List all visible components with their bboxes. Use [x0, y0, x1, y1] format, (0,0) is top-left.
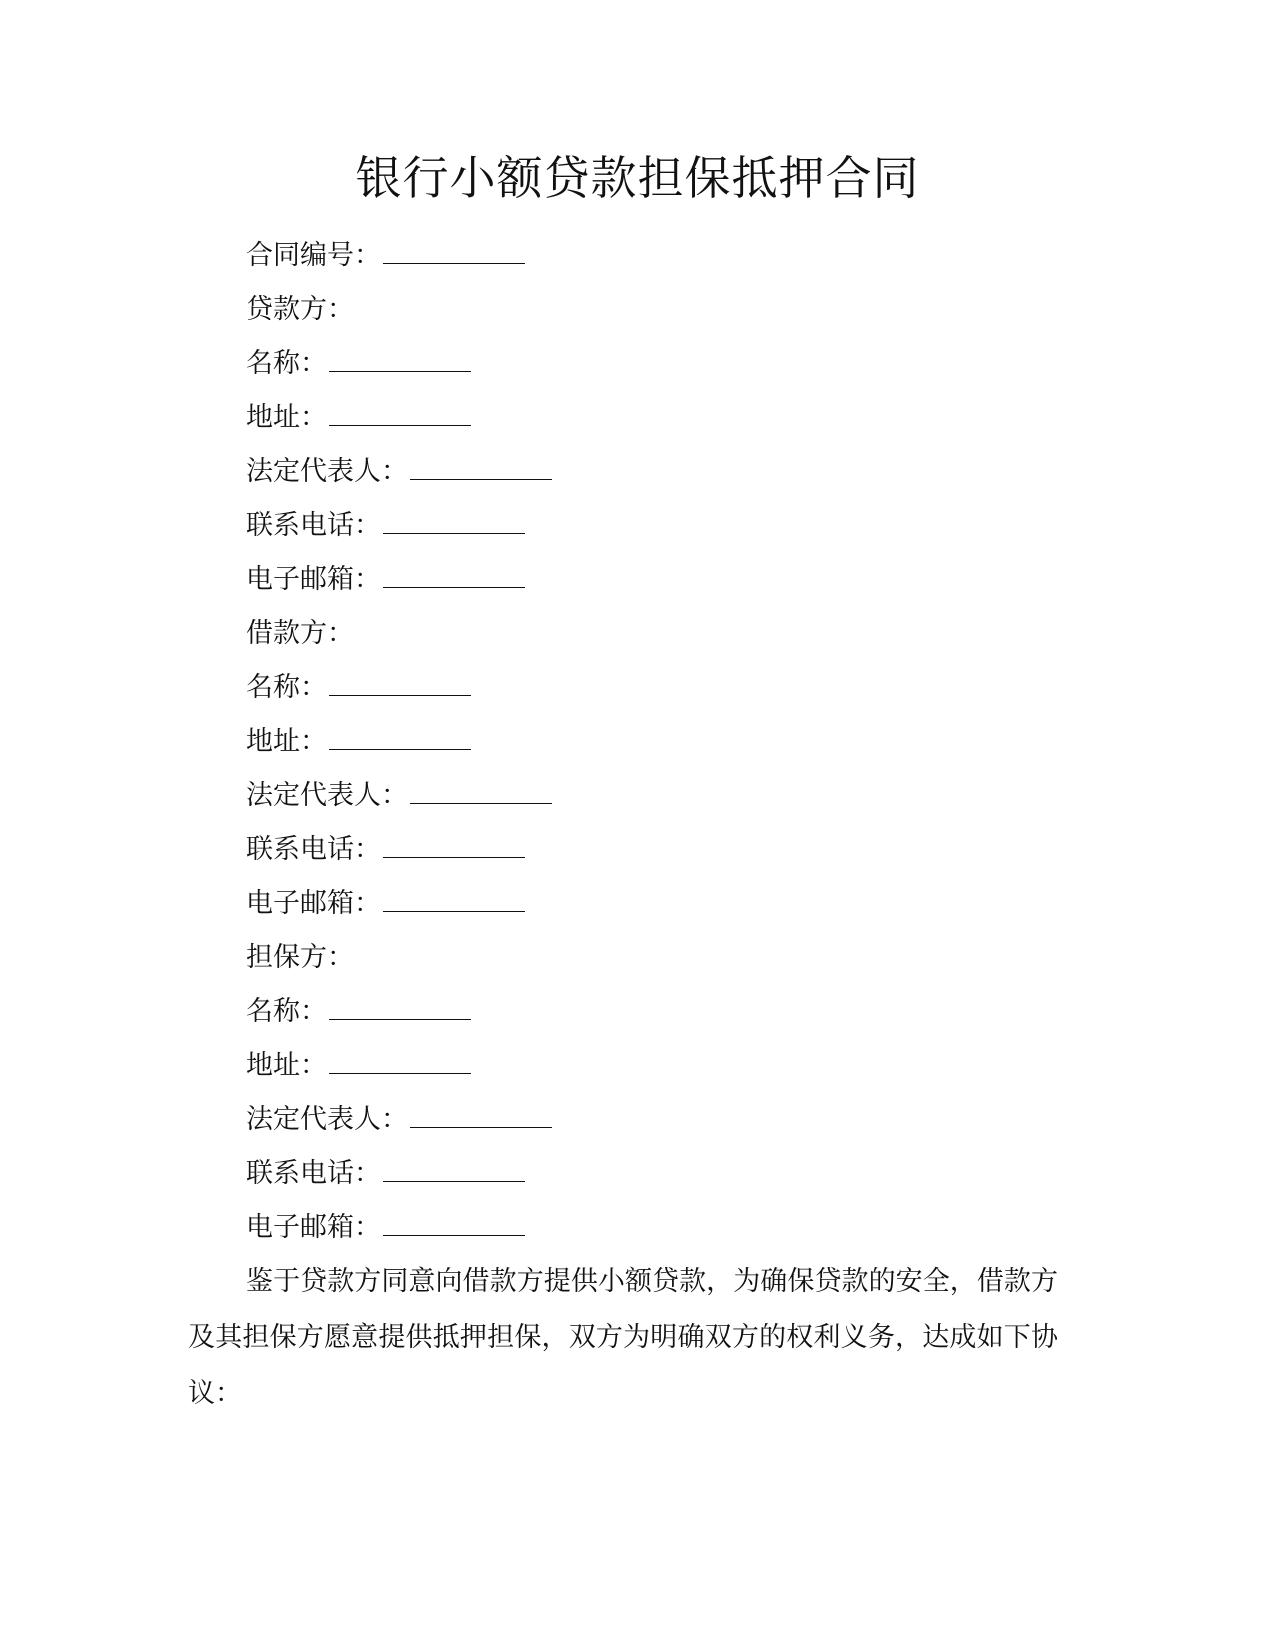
borrower-address-line: [246, 724, 471, 760]
lender-name-blank: [329, 349, 471, 372]
borrower-rep-label: 法定代表人：: [246, 780, 408, 811]
borrower-rep-blank: [410, 781, 552, 804]
guarantor-address-line: [246, 1048, 471, 1084]
borrower-rep-line: [246, 778, 552, 814]
lender-address-label: 地址：: [246, 402, 327, 433]
guarantor-rep-blank: [410, 1105, 552, 1128]
borrower-address-blank: [329, 727, 471, 750]
lender-rep-line: [246, 454, 552, 490]
guarantor-phone-line: [246, 1156, 525, 1192]
lender-phone-line: [246, 508, 525, 544]
guarantor-email-line: [246, 1210, 525, 1246]
contract-number-label: 合同编号：: [246, 240, 381, 271]
lender-phone-blank: [383, 511, 525, 534]
lender-heading-label: 贷款方：: [246, 294, 354, 325]
borrower-name-blank: [329, 673, 471, 696]
lender-heading: [246, 292, 354, 328]
preamble-paragraph: 鉴于贷款方同意向借款方提供小额贷款，为确保贷款的安全，借款方及其担保方愿意提供抵押担保，双方为明确双方的权利义务，达成如下协议：: [188, 1266, 1058, 1409]
lender-email-blank: [383, 565, 525, 588]
borrower-email-line: [246, 886, 525, 922]
guarantor-name-label: 名称：: [246, 996, 327, 1027]
lender-rep-blank: [410, 457, 552, 480]
guarantor-heading: [246, 940, 354, 976]
lender-email-line: [246, 562, 525, 598]
lender-phone-label: 联系电话：: [246, 510, 381, 541]
guarantor-email-blank: [383, 1213, 525, 1236]
document-title: 银行小额贷款担保抵押合同: [355, 151, 920, 205]
lender-rep-label: 法定代表人：: [246, 456, 408, 487]
lender-email-label: 电子邮箱：: [246, 564, 381, 595]
lender-address-line: [246, 400, 471, 436]
guarantor-rep-line: [246, 1102, 552, 1138]
borrower-name-line: [246, 670, 471, 706]
borrower-phone-blank: [383, 835, 525, 858]
guarantor-address-blank: [329, 1051, 471, 1074]
guarantor-phone-blank: [383, 1159, 525, 1182]
borrower-phone-label: 联系电话：: [246, 834, 381, 865]
guarantor-rep-label: 法定代表人：: [246, 1104, 408, 1135]
borrower-phone-line: [246, 832, 525, 868]
borrower-heading: [246, 616, 354, 652]
contract-number-line: [246, 238, 525, 274]
borrower-email-blank: [383, 889, 525, 912]
borrower-address-label: 地址：: [246, 726, 327, 757]
lender-address-blank: [329, 403, 471, 426]
borrower-name-label: 名称：: [246, 672, 327, 703]
contract-number-blank: [383, 241, 525, 264]
guarantor-name-blank: [329, 997, 471, 1020]
guarantor-heading-label: 担保方：: [246, 942, 354, 973]
borrower-email-label: 电子邮箱：: [246, 888, 381, 919]
guarantor-email-label: 电子邮箱：: [246, 1212, 381, 1243]
guarantor-phone-label: 联系电话：: [246, 1158, 381, 1189]
guarantor-address-label: 地址：: [246, 1050, 327, 1081]
guarantor-name-line: [246, 994, 471, 1030]
borrower-heading-label: 借款方：: [246, 618, 354, 649]
lender-name-label: 名称：: [246, 348, 327, 379]
lender-name-line: [246, 346, 471, 382]
